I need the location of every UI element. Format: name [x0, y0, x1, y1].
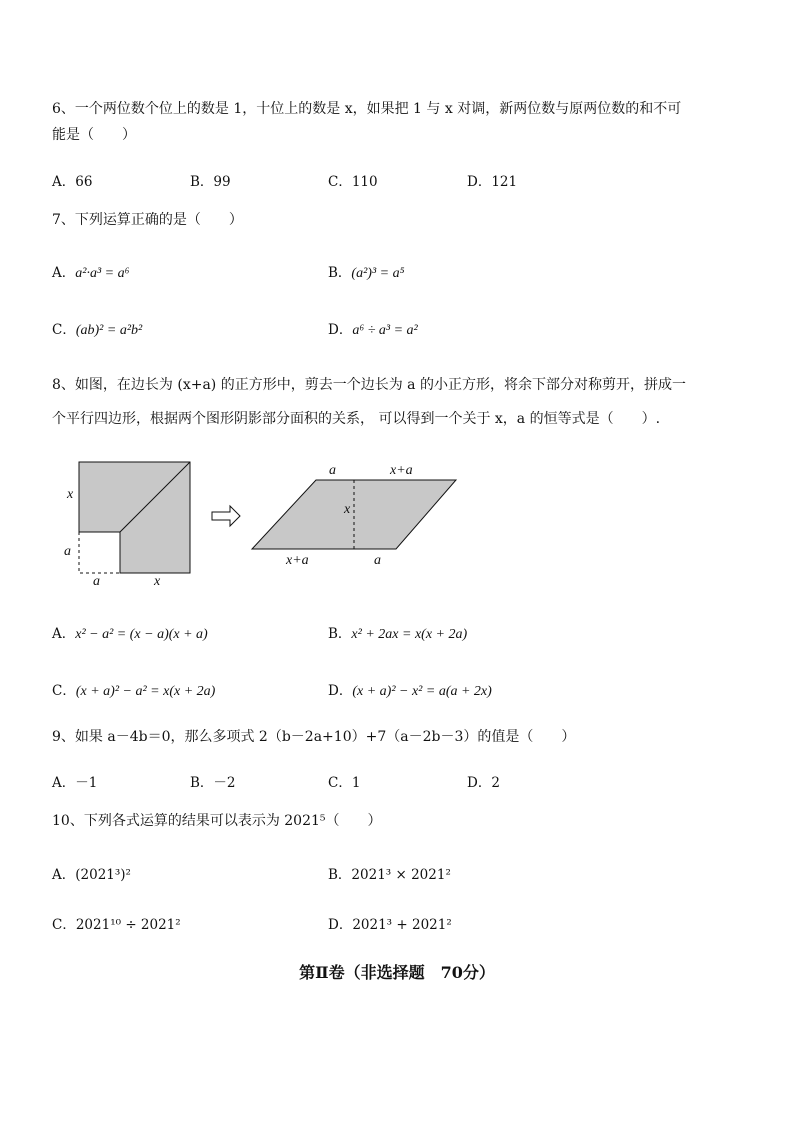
q9-option-c: C．1	[328, 775, 361, 791]
option-expr: 2021³ × 2021²	[351, 867, 451, 883]
q8-option-a	[52, 622, 208, 643]
option-letter: B．	[328, 867, 352, 883]
q8-stem-line2: 个平行四边形，根据两个图形阴影部分面积的关系， 可以得到一个关于 x，a 的恒等式是（ ）.	[52, 411, 661, 427]
q10-option-b	[328, 863, 451, 883]
q7-option-c	[52, 318, 142, 339]
q6-option-a: A．66	[52, 174, 93, 190]
option-letter: D．	[328, 683, 353, 699]
label-bottom-a: a	[93, 574, 100, 589]
option-expr: a²·a³ = a⁶	[75, 266, 130, 281]
para-label-bottom-xa: x+a	[286, 553, 309, 568]
option-letter: D．	[328, 917, 353, 933]
parallelogram	[252, 480, 456, 549]
option-expr: 2021¹⁰ ÷ 2021²	[75, 917, 181, 933]
q10-stem: 10、下列各式运算的结果可以表示为 2021⁵（ ）	[52, 813, 382, 829]
q10-option-c	[52, 913, 181, 933]
option-letter: B．	[328, 626, 352, 642]
label-left-a: a	[64, 544, 71, 559]
para-label-height-x: x	[344, 502, 351, 517]
q10-option-d	[328, 913, 452, 933]
option-letter: C．	[52, 683, 76, 699]
label-bottom-x: x	[154, 574, 161, 589]
option-letter: C．	[52, 917, 76, 933]
option-expr: (2021³)²	[75, 867, 131, 883]
q7-option-b	[328, 261, 404, 282]
option-expr: (a²)³ = a⁵	[351, 266, 405, 281]
label-left-x: x	[67, 487, 74, 502]
removed-square-outline	[79, 532, 120, 573]
option-expr: 2021³ + 2021²	[352, 917, 452, 933]
q6-option-d: D．121	[467, 174, 518, 190]
q9-stem: 9、如果 a－4b＝0，那么多项式 2（b－2a+10）+7（a－2b－3）的值是（ ）	[52, 729, 576, 745]
option-expr: x² − a² = (x − a)(x + a)	[75, 627, 208, 642]
q9-option-b: B．－2	[190, 775, 236, 791]
option-expr: (ab)² = a²b²	[75, 323, 143, 338]
para-label-top-a: a	[329, 463, 336, 478]
q6-stem-line1: 6、一个两位数个位上的数是 1，十位上的数是 x，如果把 1 与 x 对调，新两位数与原两位数的和不可	[52, 101, 682, 117]
q6-stem-line2: 能是（ ）	[52, 127, 136, 143]
q9-option-a: A．－1	[52, 775, 98, 791]
q8-stem-line1: 8、如图，在边长为 (x+a) 的正方形中，剪去一个边长为 a 的小正方形，将余下部分对称剪开，拼成一	[52, 377, 686, 393]
option-expr: x² + 2ax = x(x + 2a)	[351, 627, 468, 642]
option-letter: A．	[52, 867, 76, 883]
q6-option-c: C．110	[328, 174, 378, 190]
q7-option-a	[52, 261, 129, 282]
arrow-right-icon	[212, 506, 240, 526]
q9-option-d: D．2	[467, 775, 500, 791]
para-label-top-xa: x+a	[390, 463, 413, 478]
para-label-bottom-a: a	[374, 553, 381, 568]
q8-figure	[0, 440, 794, 600]
q8-option-d	[328, 679, 492, 700]
option-letter: A．	[52, 626, 76, 642]
q8-option-b	[328, 622, 467, 643]
option-letter: C．	[52, 322, 76, 338]
option-expr: (x + a)² − x² = a(a + 2x)	[352, 684, 492, 699]
option-letter: D．	[328, 322, 353, 338]
option-expr: (x + a)² − a² = x(x + 2a)	[75, 684, 216, 699]
q8-option-c	[52, 679, 215, 700]
q7-option-d	[328, 318, 418, 339]
section-title: 第Ⅱ卷（非选择题 70分）	[299, 963, 495, 982]
option-letter: B．	[328, 265, 352, 281]
q7-stem: 7、下列运算正确的是（ ）	[52, 212, 243, 228]
q10-option-a	[52, 863, 131, 883]
option-letter: A．	[52, 265, 76, 281]
q6-option-b: B．99	[190, 174, 231, 190]
option-expr: a⁶ ÷ a³ = a²	[352, 323, 418, 338]
